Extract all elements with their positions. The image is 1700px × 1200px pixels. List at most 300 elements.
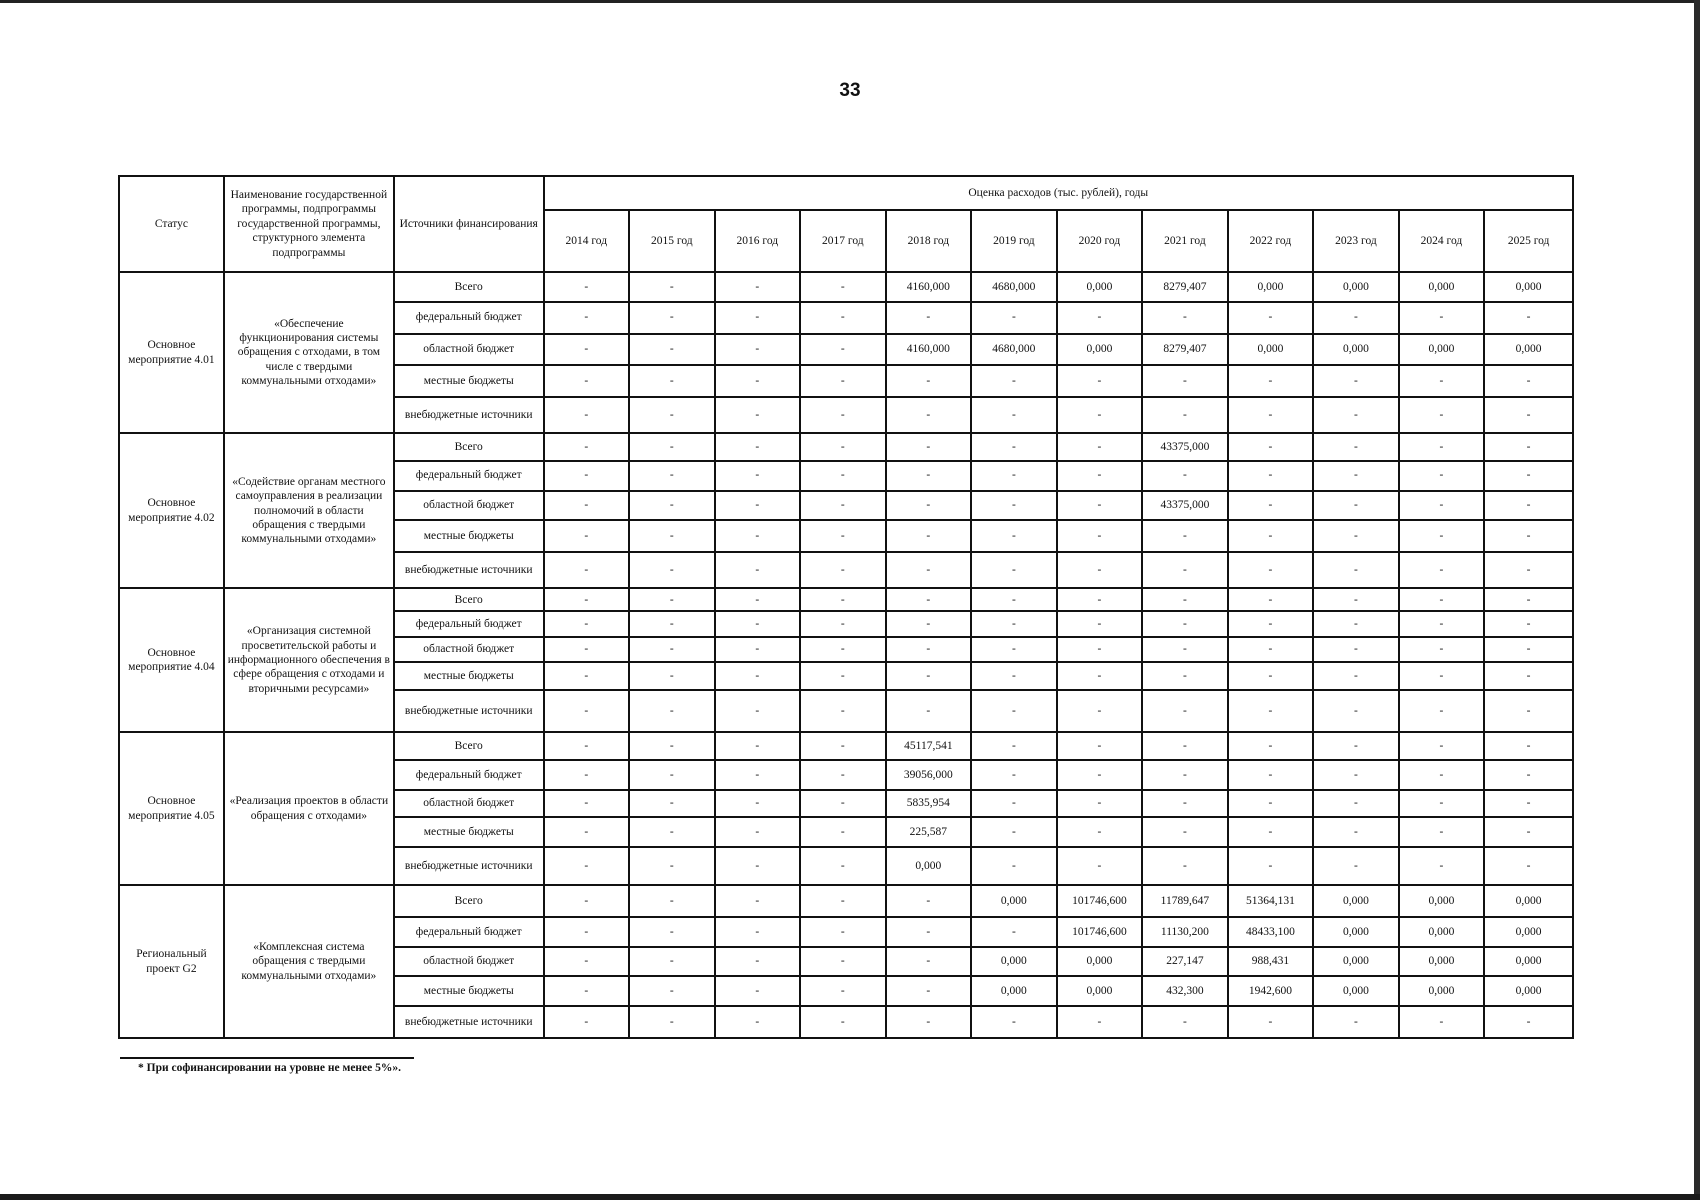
value-cell: - xyxy=(715,690,801,732)
value-cell: - xyxy=(1228,520,1314,552)
value-cell: 227,147 xyxy=(1142,947,1228,977)
value-cell: - xyxy=(1142,397,1228,433)
value-cell: - xyxy=(1142,588,1228,611)
value-cell: - xyxy=(629,1006,715,1038)
value-cell: - xyxy=(800,552,886,588)
value-cell: - xyxy=(971,690,1057,732)
value-cell: - xyxy=(800,611,886,636)
value-cell: 101746,600 xyxy=(1057,917,1143,947)
value-cell: 43375,000 xyxy=(1142,433,1228,461)
value-cell: - xyxy=(800,461,886,491)
source-cell: Всего xyxy=(394,885,544,917)
source-cell: Всего xyxy=(394,588,544,611)
value-cell: - xyxy=(629,552,715,588)
value-cell: - xyxy=(971,732,1057,760)
value-cell: 0,000 xyxy=(1399,976,1485,1006)
scan-edge-top xyxy=(0,0,1700,3)
value-cell: - xyxy=(629,947,715,977)
value-cell: - xyxy=(1057,552,1143,588)
value-cell: - xyxy=(1142,817,1228,847)
value-cell: - xyxy=(971,847,1057,885)
value-cell: - xyxy=(1057,817,1143,847)
value-cell: - xyxy=(629,611,715,636)
value-cell: - xyxy=(1313,491,1399,521)
value-cell: - xyxy=(1484,588,1573,611)
value-cell: - xyxy=(971,491,1057,521)
value-cell: - xyxy=(1399,732,1485,760)
value-cell: - xyxy=(1057,760,1143,790)
value-cell: - xyxy=(1142,790,1228,818)
value-cell: - xyxy=(715,885,801,917)
value-cell: - xyxy=(715,588,801,611)
value-cell: - xyxy=(1399,461,1485,491)
value-cell: 43375,000 xyxy=(1142,491,1228,521)
value-cell: - xyxy=(1313,552,1399,588)
value-cell: - xyxy=(886,947,972,977)
value-cell: 0,000 xyxy=(971,885,1057,917)
value-cell: - xyxy=(715,397,801,433)
value-cell: - xyxy=(1313,1006,1399,1038)
value-cell: - xyxy=(715,847,801,885)
value-cell: - xyxy=(1313,637,1399,662)
value-cell: 0,000 xyxy=(1484,976,1573,1006)
value-cell: - xyxy=(1057,690,1143,732)
value-cell: - xyxy=(1142,847,1228,885)
value-cell: 51364,131 xyxy=(1228,885,1314,917)
source-cell: местные бюджеты xyxy=(394,365,544,397)
value-cell: 4680,000 xyxy=(971,272,1057,302)
status-cell: Основное мероприятие 4.04 xyxy=(119,588,224,732)
header-year: 2020 год xyxy=(1057,210,1143,272)
value-cell: - xyxy=(886,491,972,521)
header-year: 2014 год xyxy=(544,210,630,272)
name-cell: «Содействие органам местного самоуправления в реализации полномочий в области обращения с твердыми коммунальными отходами» xyxy=(224,433,394,588)
value-cell: - xyxy=(1484,552,1573,588)
value-cell: - xyxy=(544,976,630,1006)
value-cell: - xyxy=(886,520,972,552)
value-cell: - xyxy=(1057,588,1143,611)
value-cell: 45117,541 xyxy=(886,732,972,760)
footnote: * При софинансировании на уровне не менее 5%». xyxy=(138,1062,402,1074)
value-cell: - xyxy=(629,662,715,690)
value-cell: - xyxy=(1484,732,1573,760)
value-cell: - xyxy=(629,637,715,662)
header-year: 2023 год xyxy=(1313,210,1399,272)
value-cell: - xyxy=(544,588,630,611)
value-cell: - xyxy=(971,552,1057,588)
value-cell: - xyxy=(1057,611,1143,636)
status-cell: Основное мероприятие 4.01 xyxy=(119,272,224,433)
value-cell: - xyxy=(1142,552,1228,588)
value-cell: 11130,200 xyxy=(1142,917,1228,947)
value-cell: - xyxy=(544,461,630,491)
value-cell: - xyxy=(886,397,972,433)
value-cell: 0,000 xyxy=(1313,272,1399,302)
value-cell: - xyxy=(971,520,1057,552)
value-cell: - xyxy=(544,947,630,977)
value-cell: - xyxy=(544,520,630,552)
value-cell: 0,000 xyxy=(1399,272,1485,302)
value-cell: 0,000 xyxy=(1399,334,1485,366)
value-cell: - xyxy=(629,365,715,397)
source-cell: федеральный бюджет xyxy=(394,302,544,334)
value-cell: - xyxy=(1484,365,1573,397)
value-cell: - xyxy=(544,637,630,662)
value-cell: - xyxy=(886,1006,972,1038)
value-cell: - xyxy=(971,817,1057,847)
value-cell: - xyxy=(544,1006,630,1038)
table-row xyxy=(119,588,1573,611)
value-cell: - xyxy=(1142,637,1228,662)
value-cell: 0,000 xyxy=(1313,334,1399,366)
value-cell: 5835,954 xyxy=(886,790,972,818)
scan-edge-bottom xyxy=(0,1194,1700,1200)
source-cell: внебюджетные источники xyxy=(394,690,544,732)
table-body xyxy=(119,272,1573,1038)
value-cell: - xyxy=(1142,461,1228,491)
value-cell: - xyxy=(1228,690,1314,732)
value-cell: 0,000 xyxy=(971,976,1057,1006)
value-cell: - xyxy=(629,302,715,334)
value-cell: - xyxy=(629,817,715,847)
value-cell: 0,000 xyxy=(1399,885,1485,917)
value-cell: - xyxy=(1057,433,1143,461)
value-cell: - xyxy=(1399,1006,1485,1038)
scan-edge-right xyxy=(1694,0,1700,1200)
value-cell: - xyxy=(1313,461,1399,491)
value-cell: - xyxy=(1057,397,1143,433)
value-cell: - xyxy=(715,520,801,552)
value-cell: 0,000 xyxy=(886,847,972,885)
value-cell: - xyxy=(1313,760,1399,790)
value-cell: - xyxy=(1484,491,1573,521)
value-cell: - xyxy=(1142,611,1228,636)
value-cell: - xyxy=(1142,520,1228,552)
status-cell: Региональный проект G2 xyxy=(119,885,224,1038)
value-cell: - xyxy=(971,917,1057,947)
value-cell: - xyxy=(715,611,801,636)
value-cell: - xyxy=(1399,817,1485,847)
value-cell: - xyxy=(886,365,972,397)
value-cell: - xyxy=(1057,637,1143,662)
value-cell: - xyxy=(1228,397,1314,433)
value-cell: - xyxy=(800,976,886,1006)
value-cell: - xyxy=(1399,847,1485,885)
value-cell: - xyxy=(1484,760,1573,790)
value-cell: - xyxy=(1313,365,1399,397)
value-cell: - xyxy=(1228,662,1314,690)
value-cell: - xyxy=(1313,397,1399,433)
value-cell: - xyxy=(715,732,801,760)
value-cell: - xyxy=(800,334,886,366)
value-cell: - xyxy=(1228,760,1314,790)
value-cell: - xyxy=(1228,637,1314,662)
value-cell: 0,000 xyxy=(1399,947,1485,977)
value-cell: - xyxy=(971,302,1057,334)
value-cell: - xyxy=(800,302,886,334)
value-cell: - xyxy=(800,365,886,397)
value-cell: - xyxy=(1142,662,1228,690)
value-cell: - xyxy=(1313,817,1399,847)
value-cell: - xyxy=(544,365,630,397)
header-name: Наименование государственной программы, подпрограммы государственной программы, структурного элемента подпрограммы xyxy=(224,176,394,272)
value-cell: - xyxy=(715,662,801,690)
value-cell: - xyxy=(544,917,630,947)
source-cell: внебюджетные источники xyxy=(394,552,544,588)
value-cell: - xyxy=(971,790,1057,818)
value-cell: - xyxy=(1057,461,1143,491)
value-cell: - xyxy=(1484,611,1573,636)
value-cell: - xyxy=(1057,520,1143,552)
value-cell: - xyxy=(971,662,1057,690)
value-cell: - xyxy=(1057,662,1143,690)
value-cell: - xyxy=(1142,365,1228,397)
value-cell: - xyxy=(1399,302,1485,334)
source-cell: федеральный бюджет xyxy=(394,461,544,491)
value-cell: - xyxy=(629,520,715,552)
source-cell: внебюджетные источники xyxy=(394,847,544,885)
value-cell: - xyxy=(1399,637,1485,662)
value-cell: - xyxy=(629,588,715,611)
value-cell: - xyxy=(800,637,886,662)
header-year: 2017 год xyxy=(800,210,886,272)
value-cell: - xyxy=(886,588,972,611)
value-cell: - xyxy=(1228,302,1314,334)
value-cell: 0,000 xyxy=(1484,885,1573,917)
header-year: 2015 год xyxy=(629,210,715,272)
value-cell: - xyxy=(544,334,630,366)
value-cell: - xyxy=(715,491,801,521)
value-cell: 0,000 xyxy=(1057,976,1143,1006)
value-cell: 11789,647 xyxy=(1142,885,1228,917)
value-cell: - xyxy=(800,588,886,611)
value-cell: - xyxy=(1142,302,1228,334)
value-cell: 4160,000 xyxy=(886,334,972,366)
value-cell: - xyxy=(629,491,715,521)
value-cell: - xyxy=(800,491,886,521)
value-cell: - xyxy=(1228,588,1314,611)
value-cell: - xyxy=(1228,611,1314,636)
value-cell: - xyxy=(886,917,972,947)
value-cell: - xyxy=(971,397,1057,433)
value-cell: 4680,000 xyxy=(971,334,1057,366)
value-cell: - xyxy=(544,302,630,334)
value-cell: - xyxy=(800,947,886,977)
value-cell: - xyxy=(1057,790,1143,818)
value-cell: - xyxy=(1057,491,1143,521)
value-cell: - xyxy=(800,662,886,690)
value-cell: - xyxy=(1399,552,1485,588)
value-cell: - xyxy=(1484,817,1573,847)
value-cell: - xyxy=(1313,690,1399,732)
value-cell: - xyxy=(715,947,801,977)
value-cell: - xyxy=(1399,491,1485,521)
value-cell: - xyxy=(1228,552,1314,588)
value-cell: - xyxy=(1484,520,1573,552)
value-cell: - xyxy=(715,365,801,397)
value-cell: - xyxy=(1399,397,1485,433)
value-cell: - xyxy=(886,885,972,917)
value-cell: 0,000 xyxy=(1228,272,1314,302)
value-cell: - xyxy=(715,552,801,588)
page-number: 33 xyxy=(839,80,861,101)
value-cell: - xyxy=(1399,790,1485,818)
value-cell: - xyxy=(1057,732,1143,760)
value-cell: - xyxy=(886,433,972,461)
value-cell: - xyxy=(544,847,630,885)
value-cell: - xyxy=(1313,732,1399,760)
value-cell: 0,000 xyxy=(1057,272,1143,302)
value-cell: - xyxy=(629,272,715,302)
value-cell: - xyxy=(544,760,630,790)
value-cell: 8279,407 xyxy=(1142,334,1228,366)
value-cell: - xyxy=(715,433,801,461)
value-cell: - xyxy=(800,397,886,433)
value-cell: - xyxy=(715,790,801,818)
status-cell: Основное мероприятие 4.05 xyxy=(119,732,224,885)
value-cell: - xyxy=(1057,365,1143,397)
value-cell: - xyxy=(1228,790,1314,818)
value-cell: - xyxy=(971,637,1057,662)
value-cell: - xyxy=(971,365,1057,397)
header-year: 2024 год xyxy=(1399,210,1485,272)
value-cell: - xyxy=(1228,847,1314,885)
value-cell: - xyxy=(1399,365,1485,397)
value-cell: - xyxy=(1484,461,1573,491)
value-cell: - xyxy=(715,334,801,366)
value-cell: - xyxy=(1484,690,1573,732)
value-cell: - xyxy=(800,272,886,302)
value-cell: 0,000 xyxy=(1057,334,1143,366)
value-cell: - xyxy=(629,976,715,1006)
source-cell: Всего xyxy=(394,433,544,461)
value-cell: - xyxy=(629,732,715,760)
value-cell: 101746,600 xyxy=(1057,885,1143,917)
value-cell: - xyxy=(1484,1006,1573,1038)
value-cell: - xyxy=(886,637,972,662)
value-cell: - xyxy=(715,976,801,1006)
value-cell: 0,000 xyxy=(971,947,1057,977)
header-year: 2016 год xyxy=(715,210,801,272)
value-cell: 0,000 xyxy=(1057,947,1143,977)
value-cell: - xyxy=(1484,662,1573,690)
value-cell: - xyxy=(1484,397,1573,433)
source-cell: областной бюджет xyxy=(394,491,544,521)
value-cell: - xyxy=(800,520,886,552)
value-cell: - xyxy=(629,461,715,491)
source-cell: местные бюджеты xyxy=(394,817,544,847)
value-cell: - xyxy=(544,732,630,760)
value-cell: - xyxy=(629,334,715,366)
value-cell: - xyxy=(1228,461,1314,491)
value-cell: - xyxy=(544,397,630,433)
table-row xyxy=(119,272,1573,302)
value-cell: 0,000 xyxy=(1313,947,1399,977)
value-cell: - xyxy=(1399,588,1485,611)
value-cell: - xyxy=(544,690,630,732)
value-cell: - xyxy=(800,760,886,790)
value-cell: 0,000 xyxy=(1313,976,1399,1006)
value-cell: 225,587 xyxy=(886,817,972,847)
source-cell: местные бюджеты xyxy=(394,976,544,1006)
value-cell: - xyxy=(800,917,886,947)
value-cell: - xyxy=(544,611,630,636)
value-cell: - xyxy=(1313,302,1399,334)
value-cell: - xyxy=(1228,1006,1314,1038)
source-cell: федеральный бюджет xyxy=(394,611,544,636)
value-cell: - xyxy=(629,433,715,461)
value-cell: - xyxy=(886,461,972,491)
header-year: 2021 год xyxy=(1142,210,1228,272)
value-cell: - xyxy=(886,611,972,636)
value-cell: - xyxy=(544,552,630,588)
value-cell: - xyxy=(544,662,630,690)
value-cell: 0,000 xyxy=(1399,917,1485,947)
value-cell: - xyxy=(800,817,886,847)
value-cell: 0,000 xyxy=(1313,885,1399,917)
value-cell: - xyxy=(1399,520,1485,552)
value-cell: - xyxy=(1142,732,1228,760)
value-cell: - xyxy=(629,917,715,947)
value-cell: - xyxy=(1484,302,1573,334)
value-cell: 1942,600 xyxy=(1228,976,1314,1006)
value-cell: - xyxy=(971,433,1057,461)
value-cell: - xyxy=(886,690,972,732)
value-cell: - xyxy=(971,611,1057,636)
value-cell: - xyxy=(1484,637,1573,662)
value-cell: - xyxy=(544,272,630,302)
value-cell: 39056,000 xyxy=(886,760,972,790)
value-cell: - xyxy=(629,885,715,917)
value-cell: 0,000 xyxy=(1484,334,1573,366)
value-cell: - xyxy=(1142,760,1228,790)
footnote-divider xyxy=(120,1057,414,1059)
value-cell: - xyxy=(1142,1006,1228,1038)
value-cell: - xyxy=(1313,662,1399,690)
value-cell: - xyxy=(715,637,801,662)
value-cell: 432,300 xyxy=(1142,976,1228,1006)
name-cell: «Обеспечение функционирования системы обращения с отходами, в том числе с твердыми коммунальными отходами» xyxy=(224,272,394,433)
table-row xyxy=(119,433,1573,461)
source-cell: областной бюджет xyxy=(394,947,544,977)
value-cell: - xyxy=(1313,847,1399,885)
value-cell: - xyxy=(1228,732,1314,760)
value-cell: - xyxy=(629,690,715,732)
value-cell: - xyxy=(1313,611,1399,636)
value-cell: - xyxy=(715,760,801,790)
value-cell: - xyxy=(1057,1006,1143,1038)
value-cell: 8279,407 xyxy=(1142,272,1228,302)
source-cell: Всего xyxy=(394,732,544,760)
value-cell: - xyxy=(629,397,715,433)
source-cell: внебюджетные источники xyxy=(394,397,544,433)
value-cell: - xyxy=(886,662,972,690)
value-cell: 48433,100 xyxy=(1228,917,1314,947)
value-cell: - xyxy=(971,588,1057,611)
value-cell: - xyxy=(1399,611,1485,636)
value-cell: - xyxy=(886,552,972,588)
value-cell: - xyxy=(544,790,630,818)
header-source: Источники финансирования xyxy=(394,176,544,272)
table-row xyxy=(119,885,1573,917)
value-cell: - xyxy=(886,302,972,334)
value-cell: - xyxy=(1399,433,1485,461)
value-cell: - xyxy=(1399,760,1485,790)
value-cell: - xyxy=(1228,491,1314,521)
value-cell: - xyxy=(629,790,715,818)
name-cell: «Реализация проектов в области обращения с отходами» xyxy=(224,732,394,885)
value-cell: - xyxy=(1399,662,1485,690)
